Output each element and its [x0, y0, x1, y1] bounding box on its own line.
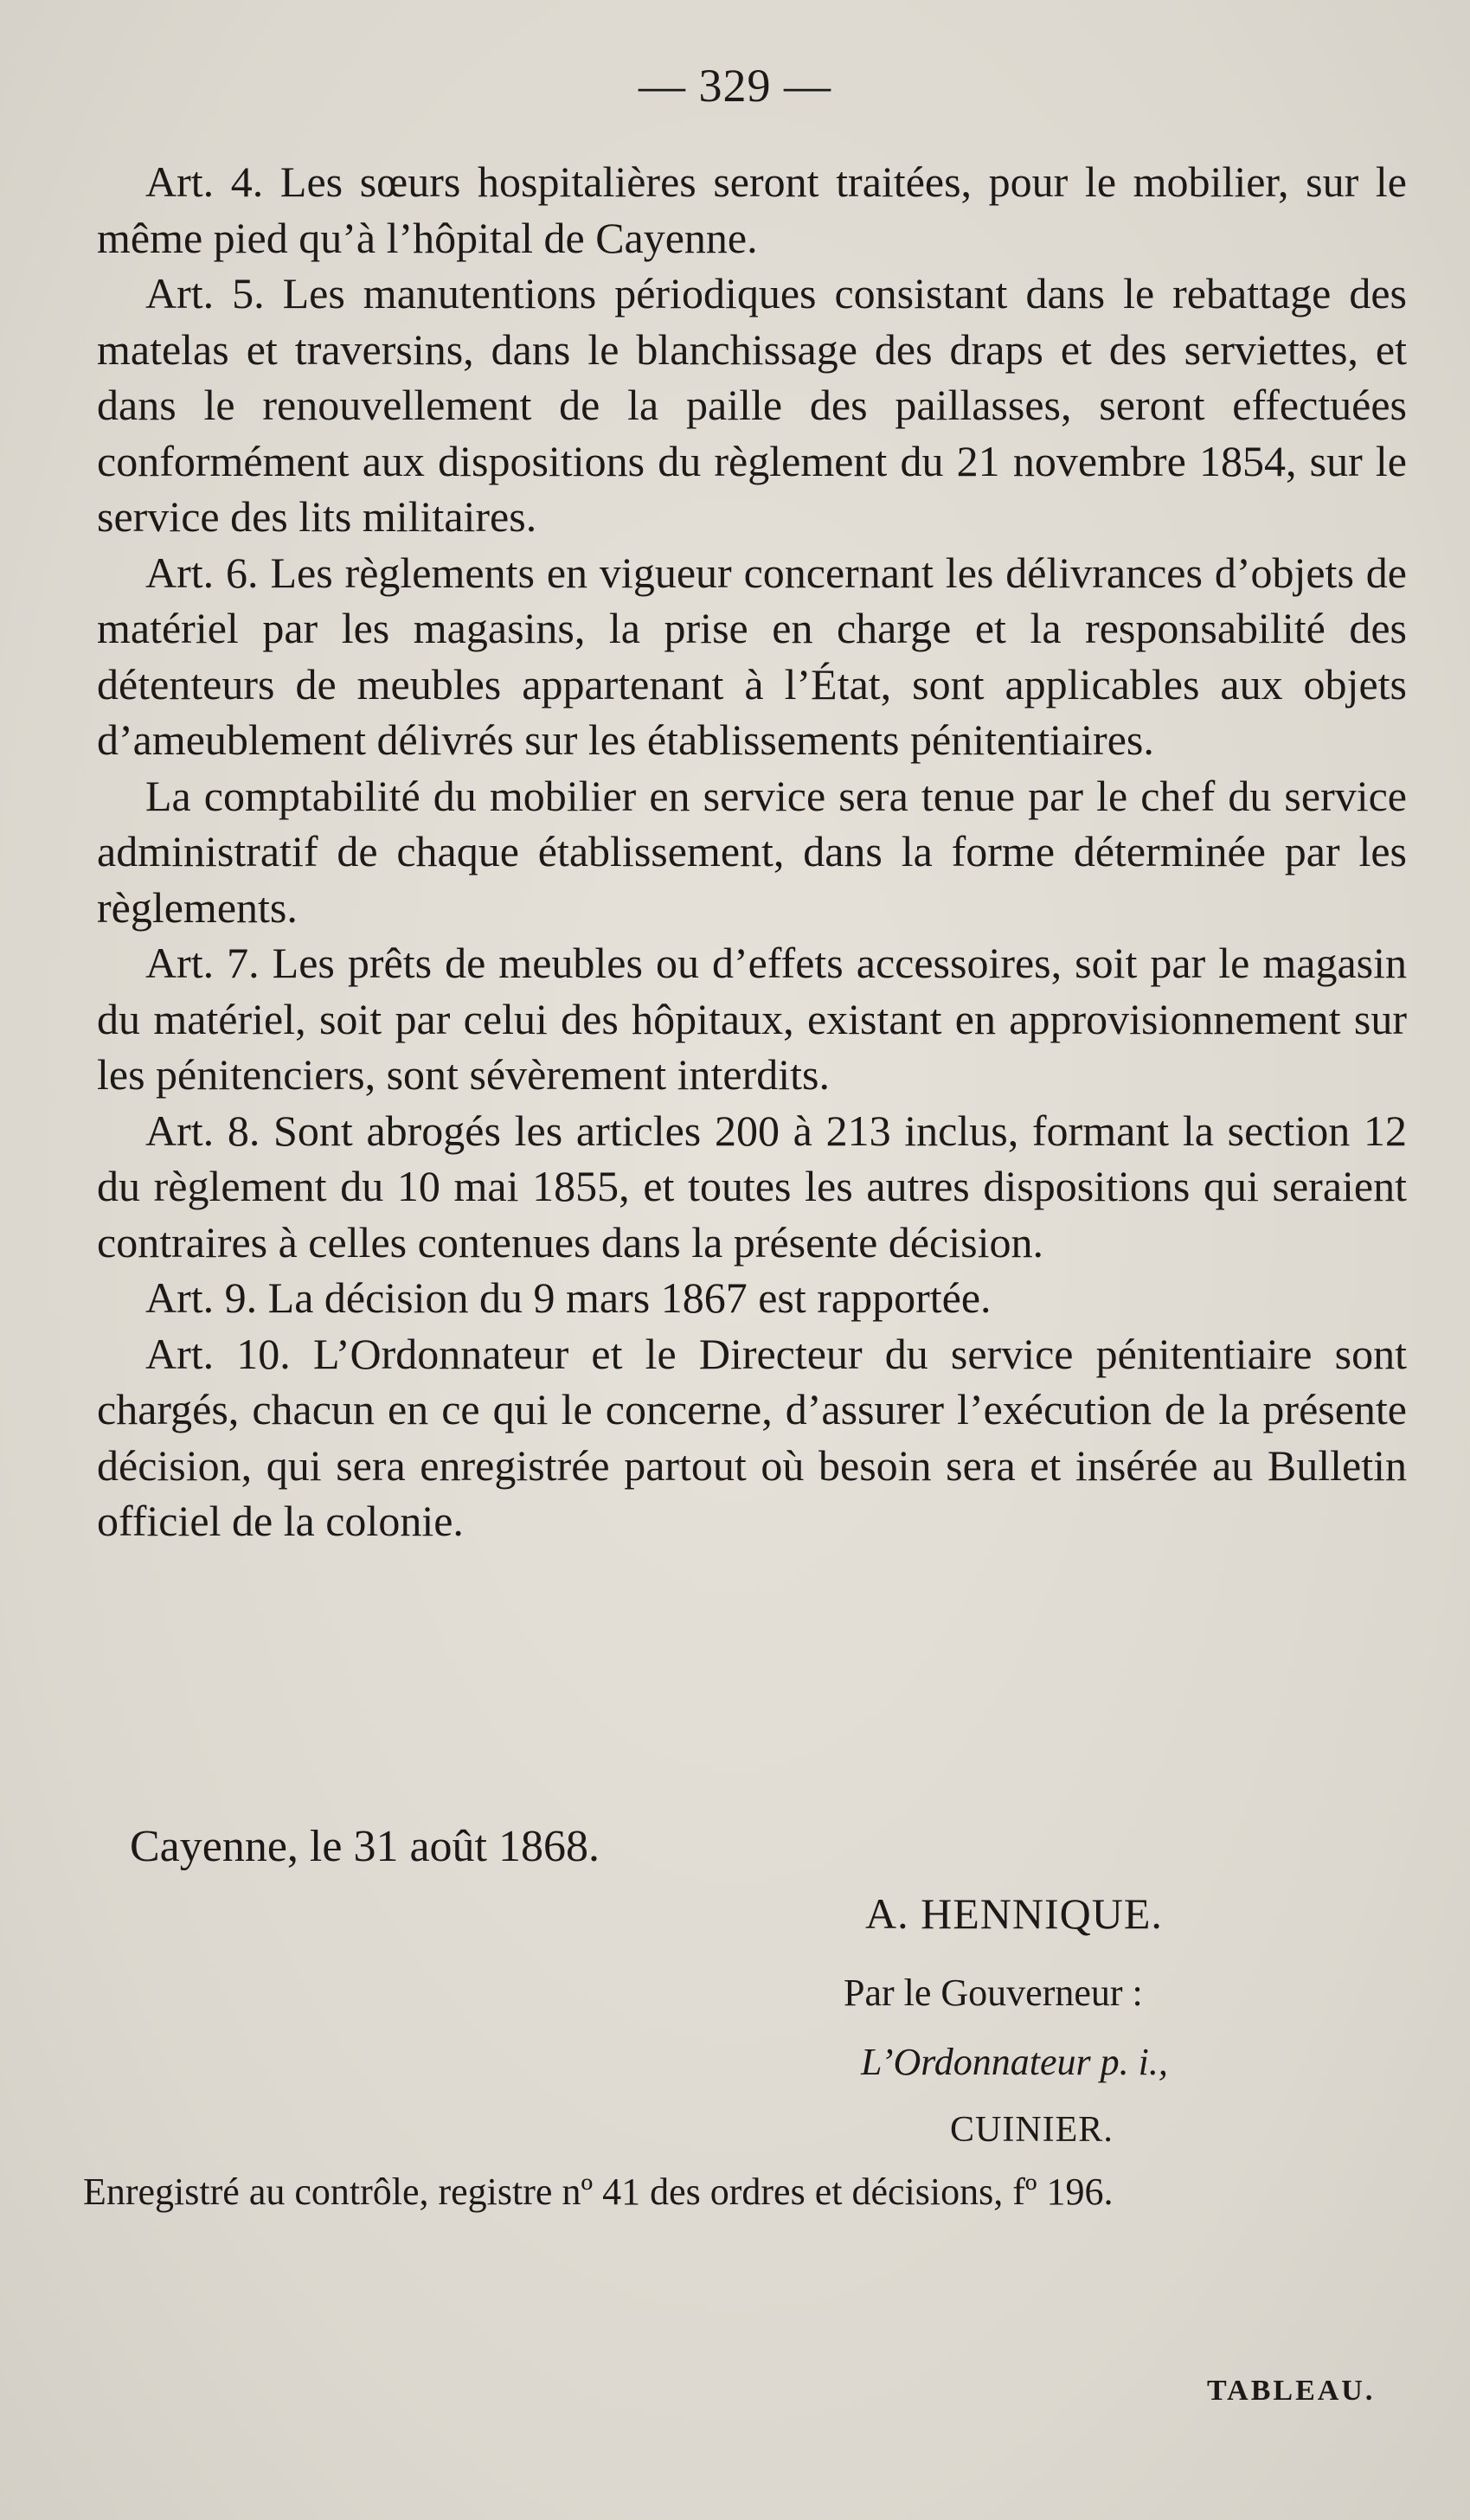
page-number: — 329 — [639, 60, 831, 112]
article-7: Art. 7. Les prêts de meubles ou d’effets accessoires, soit par le magasin du matériel, soit par celui des hôpitaux, existant en approvisionnement sur les pénitenciers, sont sévèrement interdits. [97, 939, 1407, 1099]
article-6-comptabilite: La comptabilité du mobilier en service sera tenue par le chef du service administratif de chaque établissement, dans la forme déterminée par les règlements. [97, 771, 1407, 932]
article-6: Art. 6. Les règlements en vigueur concernant les délivrances d’objets de matériel par les magasins, la prise en charge et la responsabilité des détenteurs de meubles appartenant à l’État, sont applicables aux objets d’ameublement délivrés sur les établissements pénitentiaires. [97, 548, 1407, 764]
article-5: Art. 5. Les manutentions périodiques consistant dans le rebattage des matelas et traversins, dans le blanchissage des draps et des serviettes, et dans le renouvellement de la paille des paillasses, seront effectuées conformément aux dispositions du règlement du 21 novembre 1854, sur le service des lits militaires. [97, 269, 1407, 541]
signature-governor: A. HENNIQUE. [865, 1889, 1163, 1938]
article-9: Art. 9. La décision du 9 mars 1867 est rapportée. [145, 1273, 992, 1322]
catchword: TABLEAU. [1207, 2375, 1376, 2407]
article-10: Art. 10. L’Ordonnateur et le Directeur du service pénitentiaire sont chargés, chacun en ce qui le concerne, d’assurer l’exécution de la présente décision, qui sera enregistrée partout où besoin sera et insérée au Bulletin officiel de la colonie. [97, 1329, 1407, 1545]
ordonnateur-title: L’Ordonnateur p. i., [861, 2041, 1168, 2083]
signature-ordonnateur: CUINIER. [950, 2110, 1114, 2150]
registration-note: Enregistré au contrôle, registre nº 41 des ordres et décisions, fº 196. [83, 2171, 1114, 2213]
par-le-gouverneur: Par le Gouverneur : [844, 1972, 1143, 2014]
article-8: Art. 8. Sont abrogés les articles 200 à 213 inclus, formant la section 12 du règlement du 10 mai 1855, et toutes les autres dispositions qui seraient contraires à celles contenues dans la présente décision. [97, 1106, 1407, 1266]
article-4: Art. 4. Les sœurs hospitalières seront traitées, pour le mobilier, sur le même pied qu’à l’hôpital de Cayenne. [97, 157, 1407, 262]
body-text [97, 154, 1407, 1549]
place-date: Cayenne, le 31 août 1868. [130, 1822, 600, 1871]
